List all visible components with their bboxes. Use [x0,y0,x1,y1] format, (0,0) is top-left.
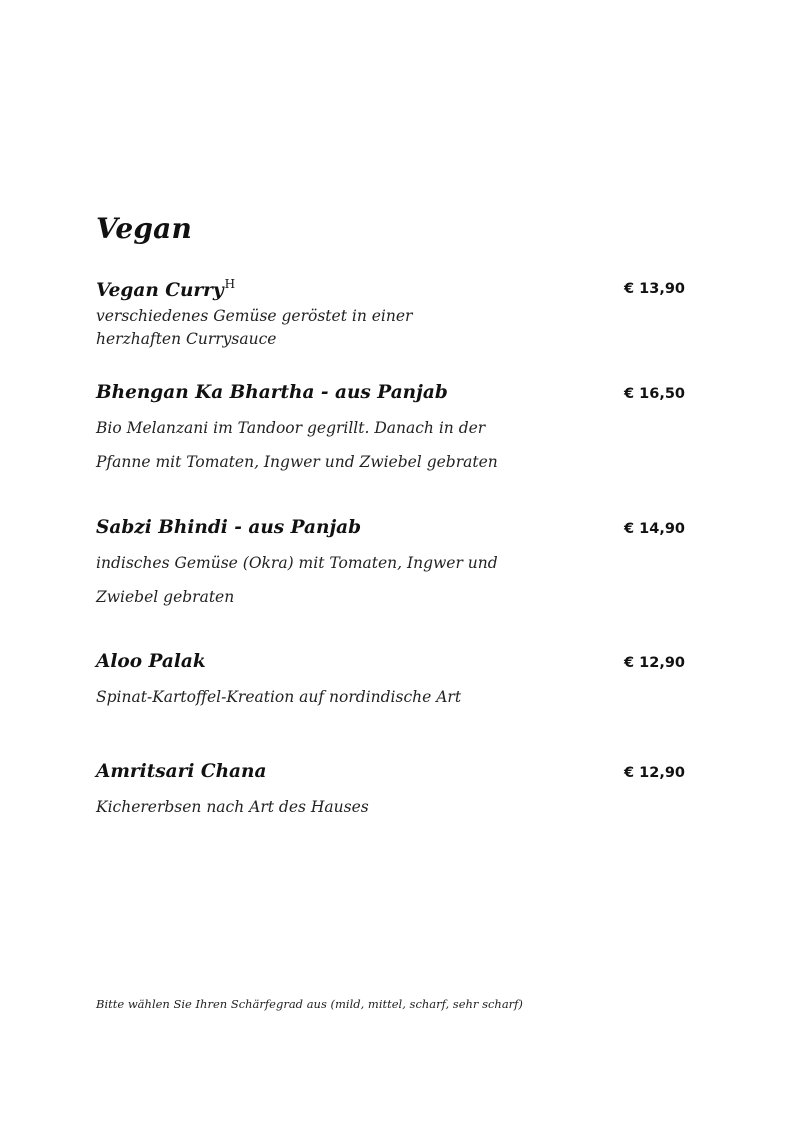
menu-item-price: € 14,90 [624,521,686,537]
menu-item-name-text: Vegan Curry [96,280,224,301]
menu-item-description [96,680,516,714]
menu-item-description [96,305,516,351]
description-line: Pfanne mit Tomaten, Ingwer und Zwiebel gebraten [96,453,498,471]
menu-item-bhengan-ka-bhartha [96,382,686,479]
description-line: verschiedenes Gemüse geröstet in einer [96,307,413,325]
description-line: Zwiebel gebraten [96,588,235,606]
description-line: herzhaften Currysauce [96,330,277,348]
menu-item-description [96,546,516,614]
menu-item-price: € 12,90 [624,765,686,781]
allergen-superscript: H [224,277,236,291]
section-title: Vegan [96,212,193,245]
menu-item-description [96,411,516,479]
spice-level-footnote: Bitte wählen Sie Ihren Schärfegrad aus (mild, mittel, scharf, sehr scharf) [96,997,523,1011]
description-line: Spinat-Kartoffel-Kreation auf nordindische Art [96,688,462,706]
menu-item-aloo-palak [96,651,686,714]
menu-item-name [96,277,686,301]
menu-item-price: € 13,90 [624,281,686,297]
menu-item-price: € 12,90 [624,655,686,671]
menu-item-name: Aloo Palak [96,651,206,672]
description-line: Kichererbsen nach Art des Hauses [96,798,369,816]
menu-item-amritsari-chana [96,761,686,824]
menu-item-price: € 16,50 [624,386,686,402]
menu-item-vegan-curry [96,277,686,351]
menu-item-name: Sabzi Bhindi - aus Panjab [96,517,362,538]
description-line: Bio Melanzani im Tandoor gegrillt. Danach in der [96,419,486,437]
menu-item-sabzi-bhindi [96,517,686,614]
menu-item-name: Amritsari Chana [96,761,267,782]
menu-item-description [96,790,516,824]
description-line: indisches Gemüse (Okra) mit Tomaten, Ingwer und [96,554,498,572]
menu-item-name: Bhengan Ka Bhartha - aus Panjab [96,382,448,403]
